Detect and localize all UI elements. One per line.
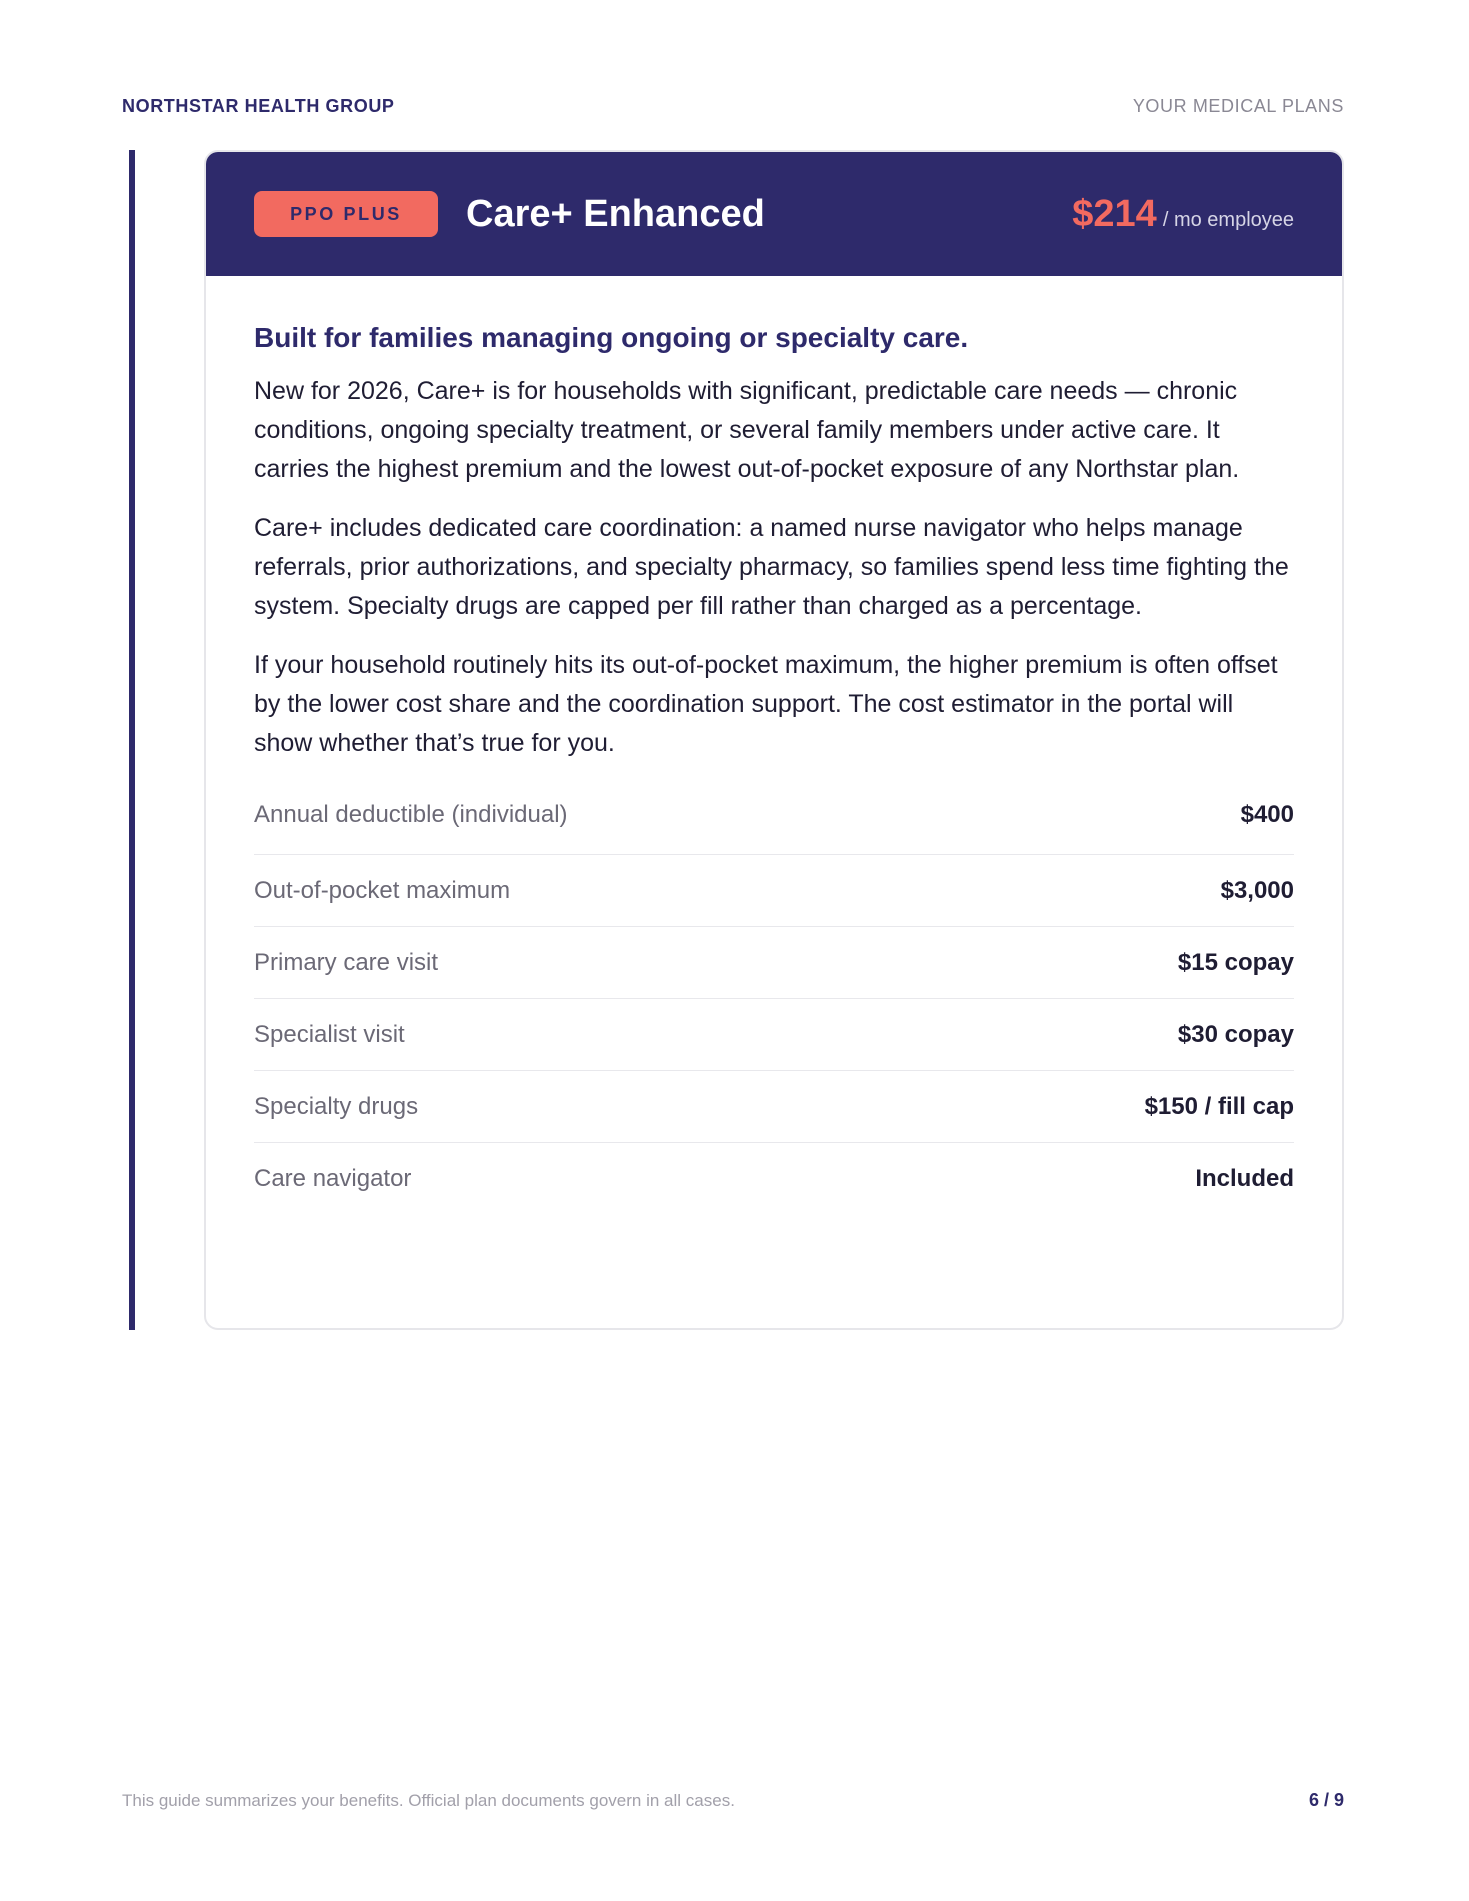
price-amount: $214 — [1072, 192, 1157, 235]
benefit-label: Specialist visit — [254, 1020, 405, 1048]
footer-disclaimer: This guide summarizes your benefits. Official plan documents govern in all cases. — [122, 1790, 735, 1810]
page-footer — [122, 1790, 1344, 1811]
plan-title: Care+ Enhanced — [466, 192, 765, 235]
benefit-row — [254, 1143, 1294, 1215]
page-header — [122, 96, 1344, 117]
plan-tagline: Built for families managing ongoing or specialty care. — [254, 322, 969, 353]
benefit-value: $400 — [1240, 801, 1294, 828]
benefit-value: Included — [1195, 1165, 1294, 1192]
benefits-table — [254, 801, 1294, 1215]
benefit-value: $15 copay — [1177, 948, 1294, 976]
benefit-value: $150 / fill cap — [1144, 1092, 1294, 1120]
section-name: YOUR MEDICAL PLANS — [1132, 96, 1344, 116]
benefit-row — [254, 927, 1294, 999]
benefit-value: $30 copay — [1177, 1020, 1294, 1048]
benefit-row — [254, 999, 1294, 1071]
plan-description-paragraph: If your household routinely hits its out-of-pocket maximum, the higher premium is often offset by the lower cost share and the coordination support. The cost estimator in the portal will show whether that’s true for you. — [254, 651, 1278, 757]
plan-type-badge: PPO PLUS — [254, 191, 438, 237]
plan-card — [204, 150, 1344, 1330]
accent-bar — [129, 150, 135, 1330]
benefit-row — [254, 855, 1294, 927]
benefit-value: $3,000 — [1220, 876, 1294, 904]
benefit-label: Annual deductible (individual) — [254, 801, 568, 828]
plan-description-paragraph: Care+ includes dedicated care coordination: a named nurse navigator who helps manage referrals, prior authorizations, and specialty pharmacy, so families spend less time fighting the system. Specialty drugs are capped per fill rather than charged as a percentage. — [254, 514, 1289, 620]
benefit-label: Care navigator — [254, 1165, 412, 1192]
brand-name: NORTHSTAR HEALTH GROUP — [122, 96, 395, 116]
plan-card-header — [206, 152, 1342, 276]
benefit-row — [254, 1071, 1294, 1143]
page-number: 6 / 9 — [1308, 1790, 1344, 1810]
benefit-label: Specialty drugs — [254, 1092, 419, 1120]
benefit-label: Primary care visit — [254, 948, 439, 976]
price-unit: / mo employee — [1162, 208, 1294, 231]
plan-card-body — [206, 276, 1342, 1215]
plan-description-paragraph: New for 2026, Care+ is for households with significant, predictable care needs — chronic conditions, ongoing specialty treatment, or several family members under active care. It carries the highest premium and the lowest out-of-pocket exposure of any Northstar plan. — [254, 377, 1240, 483]
plan-price — [1072, 193, 1294, 236]
benefit-row — [254, 801, 1294, 855]
benefit-label: Out-of-pocket maximum — [254, 876, 511, 904]
